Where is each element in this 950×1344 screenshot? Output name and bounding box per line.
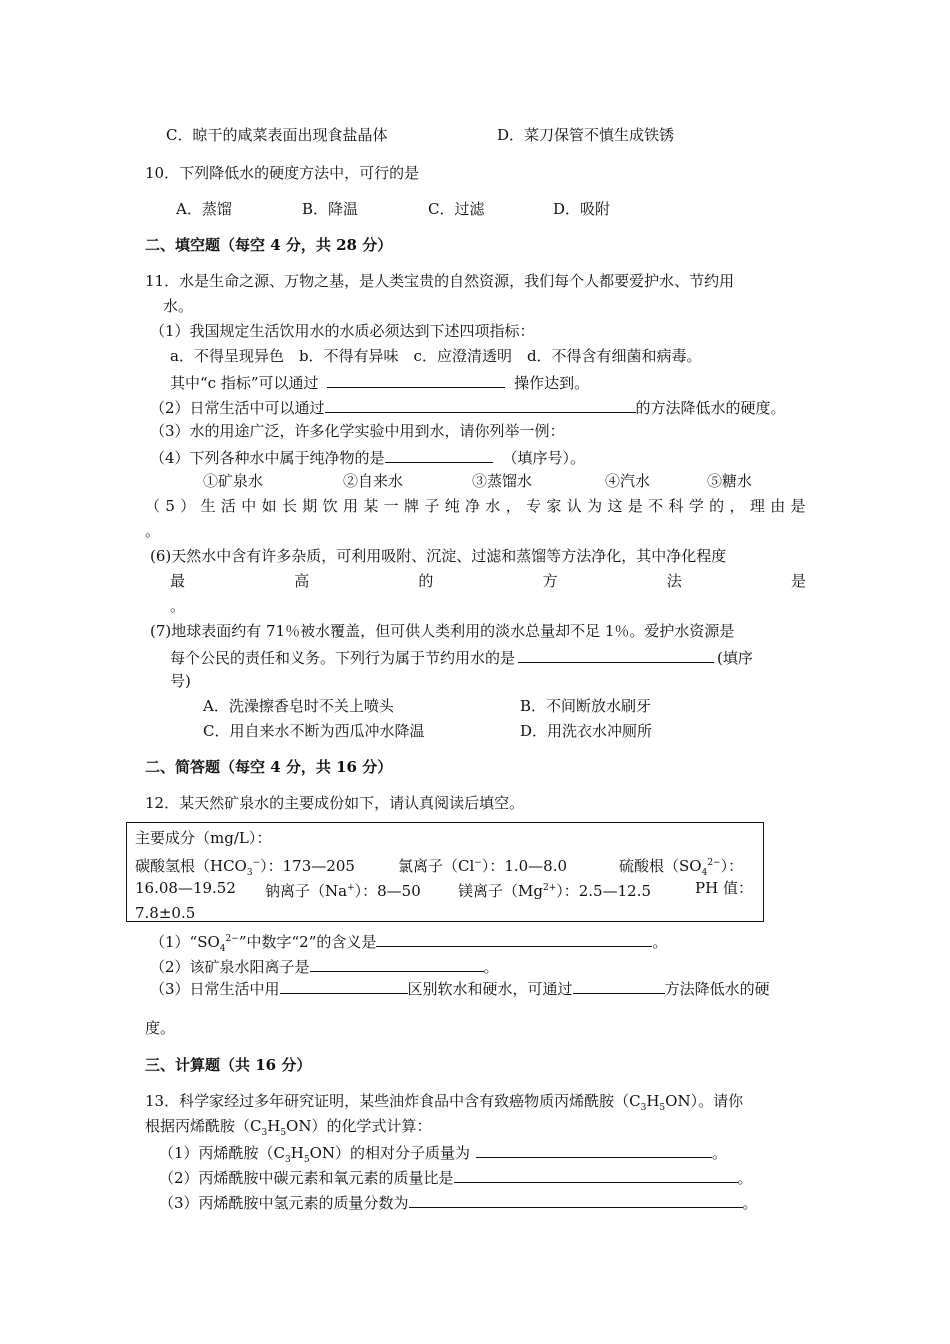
- q11-part6-char: 的: [418, 572, 434, 590]
- box-text: ）：173—205: [260, 857, 355, 875]
- q11-part7-option-b: B．不间断放水刷牙: [520, 697, 652, 715]
- box-subscript: 3: [246, 868, 253, 878]
- q11-part5-char: 期: [302, 497, 318, 515]
- q11-part7-line3: 号): [170, 672, 191, 690]
- q12-part3-line2: 度。: [145, 1019, 176, 1037]
- q10-stem: 10．下列降低水的硬度方法中，可行的是: [145, 164, 420, 182]
- box-text: 钠离子（Na: [265, 882, 348, 900]
- q11-part5-char: ，: [505, 497, 521, 515]
- q9-option-d: D．菜刀保管不慎生成铁锈: [497, 126, 675, 144]
- q12-subscript: 4: [219, 944, 226, 954]
- q11-part1-question-post: 操作达到。: [514, 374, 590, 392]
- q10-option-c: C．过滤: [428, 200, 485, 218]
- box-text: 镁离子（Mg: [458, 882, 543, 900]
- q11-part5-char: 纯: [444, 497, 460, 515]
- q11-part3: （3）水的用途广泛，许多化学实验中用到水，请你列举一例：: [150, 422, 565, 440]
- q11-part5-char: 是: [627, 497, 643, 515]
- q11-part5-char: 如: [261, 497, 277, 515]
- q13-subscript: 3: [640, 1103, 647, 1113]
- q11-part5-char: 某: [363, 497, 379, 515]
- q11-part5-char: ，: [729, 497, 745, 515]
- q13-text: H: [267, 1117, 281, 1135]
- q13-text: H: [290, 1144, 304, 1162]
- box-superscript: −: [252, 858, 261, 868]
- box-ph-value: 7.8±0.5: [135, 904, 196, 922]
- q11-part5-char: 专: [526, 497, 542, 515]
- q10-option-b: B．降温: [302, 200, 359, 218]
- q11-part6-end: 。: [170, 597, 186, 615]
- q11-part5-end: 。: [145, 522, 161, 540]
- box-text: 硫酸根（SO: [619, 857, 702, 875]
- q13-subscript: 5: [659, 1103, 666, 1113]
- answer-blank[interactable]: [454, 1166, 738, 1183]
- q11-part4-post: （填序号）。: [502, 449, 586, 467]
- q11-part1-items: a．不得呈现异色 b．不得有异味 c．应澄清透明 d．不得含有细菌和病毒。: [170, 347, 702, 365]
- q11-part6-char: 方: [542, 572, 558, 590]
- q11-part1: （1）我国规定生活饮用水的水质必须达到下述四项指标：: [150, 322, 535, 340]
- q11-part4-option-1: ①矿泉水: [203, 472, 264, 490]
- q11-part6-char: 是: [790, 572, 806, 590]
- q13-part3: [159, 1191, 758, 1213]
- q11-part4-pre: （4）下列各种水中属于纯净物的是: [150, 449, 385, 467]
- q11-part6-char: 高: [294, 572, 310, 590]
- q11-part5-char: 子: [424, 497, 440, 515]
- q13-text: 。: [712, 1144, 728, 1162]
- box-text: 碳酸氢根（HCO: [135, 857, 247, 875]
- box-superscript: 2+: [542, 883, 557, 893]
- q11-part5-char: 水: [485, 497, 501, 515]
- q11-part7-line2: [170, 646, 753, 668]
- q13-text: （2）丙烯酰胺中碳元素和氧元素的质量比是: [159, 1169, 454, 1187]
- q13-part2: [159, 1166, 753, 1188]
- q11-part5-char: 用: [342, 497, 358, 515]
- q11-part5-char: 理: [749, 497, 765, 515]
- q11-part6-char: 最: [170, 572, 186, 590]
- q11-part7-option-c: C．用自来水不断为西瓜冲水降温: [203, 722, 425, 740]
- q11-part5-char: 这: [607, 497, 623, 515]
- q13-subscript: 5: [303, 1155, 310, 1165]
- q12-stem: 12．某天然矿泉水的主要成份如下，请认真阅读后填空。: [145, 794, 525, 812]
- q11-part5-char: （: [145, 497, 161, 515]
- box-chloride: [398, 853, 567, 876]
- q13-text: ON）的化学式计算：: [286, 1117, 432, 1135]
- q11-part7-option-d: D．用洗衣水冲厕所: [520, 722, 653, 740]
- answer-blank[interactable]: [280, 977, 408, 994]
- box-superscript: 2−: [707, 858, 721, 868]
- q13-stem-line2: [145, 1116, 431, 1143]
- box-sodium: [265, 878, 421, 901]
- answer-blank[interactable]: [518, 646, 714, 663]
- q13-text: ON）。请你: [665, 1092, 744, 1110]
- q11-part7-line1: (7)地球表面约有 71％被水覆盖，但可供人类利用的淡水总量却不足 1％。爱护水资源是: [150, 622, 735, 640]
- q11-part5-char: ）: [180, 497, 196, 515]
- q11-part2: [150, 396, 786, 418]
- box-text: ）：2.5—12.5: [556, 882, 652, 900]
- q11-part7-option-a: A．洗澡擦香皂时不关上喷头: [203, 697, 394, 715]
- q11-part5-char: 的: [709, 497, 725, 515]
- q11-part4: [150, 446, 585, 468]
- q11-part4-option-2: ②自来水: [343, 472, 404, 490]
- q11-part4-option-5: ⑤糖水: [707, 472, 753, 490]
- q11-part6-char: 法: [666, 572, 682, 590]
- answer-blank[interactable]: [310, 955, 484, 972]
- box-text: ）：8—50: [354, 882, 421, 900]
- q11-part5-char: 学: [688, 497, 704, 515]
- box-text: ）：1.0—8.0: [481, 857, 568, 875]
- box-sulfate-value: 16.08—19.52: [135, 879, 236, 897]
- q11-part4-option-3: ③蒸馏水: [472, 472, 533, 490]
- q11-part5-char: 由: [770, 497, 786, 515]
- q11-part5-char: 是: [790, 497, 806, 515]
- q13-text: H: [646, 1092, 660, 1110]
- q11-part5-char: 家: [546, 497, 562, 515]
- q11-part6-line2: [170, 571, 806, 591]
- q13-text: （3）丙烯酰胺中氢元素的质量分数为: [159, 1194, 409, 1212]
- q11-part5-char: 中: [241, 497, 257, 515]
- q11-part1-question-pre: 其中“c 指标”可以通过: [170, 374, 319, 392]
- q13-text: 。: [737, 1169, 753, 1187]
- q11-part2-post: 的方法降低水的硬度。: [635, 399, 786, 417]
- q13-stem-line1: [145, 1091, 743, 1118]
- box-superscript: −: [474, 858, 482, 868]
- q12-text: （2）该矿泉水阳离子是: [150, 958, 310, 976]
- answer-blank[interactable]: [573, 977, 665, 994]
- q11-part5-char: 净: [465, 497, 481, 515]
- q12-superscript: 2−: [225, 934, 239, 944]
- q11-part5-char: 饮: [322, 497, 338, 515]
- answer-blank[interactable]: [327, 371, 505, 388]
- q12-text: 方法降低水的硬: [664, 980, 770, 998]
- q12-text: ”中数字“2”的含义是: [238, 933, 377, 951]
- section-short-answer-title: 二、简答题（每空 4 分，共 16 分）: [145, 758, 393, 776]
- q13-subscript: 5: [280, 1128, 287, 1138]
- section-calculation-title: 三、计算题（共 16 分）: [145, 1056, 312, 1074]
- answer-blank[interactable]: [476, 1141, 712, 1158]
- q13-text: 根据丙烯酰胺（C: [145, 1117, 262, 1135]
- q13-text: ON）的相对分子质量为: [309, 1144, 471, 1162]
- box-line1: 主要成分（mg/L）：: [135, 829, 272, 847]
- answer-blank[interactable]: [385, 446, 493, 463]
- q11-stem-line1: 11．水是生命之源、万物之基，是人类宝贵的自然资源，我们每个人都要爱护水、节约用: [145, 272, 735, 290]
- answer-blank[interactable]: [325, 396, 636, 413]
- q13-text: 。: [742, 1194, 758, 1212]
- box-ph-label: PH 值：: [695, 879, 753, 897]
- q11-part1-question: [170, 371, 589, 393]
- q11-part5: [145, 496, 806, 516]
- q13-subscript: 3: [285, 1155, 291, 1165]
- q13-subscript: 3: [261, 1128, 268, 1138]
- box-text: ）：: [720, 857, 744, 875]
- q11-part5-char: 一: [383, 497, 399, 515]
- q10-option-a: A．蒸馏: [176, 200, 232, 218]
- q9-option-c: C．晾干的咸菜表面出现食盐晶体: [166, 126, 388, 144]
- answer-blank[interactable]: [376, 930, 652, 947]
- q11-stem-line2: 水。: [163, 297, 194, 315]
- q11-part5-char: 科: [668, 497, 684, 515]
- answer-blank[interactable]: [409, 1191, 743, 1208]
- box-superscript: +: [347, 883, 355, 893]
- q11-part5-char: 认: [566, 497, 582, 515]
- box-subscript: 4: [701, 868, 708, 878]
- q12-text: 区别软水和硬水，可通过: [407, 980, 573, 998]
- q11-part7-line2-post: (填序: [717, 649, 753, 667]
- q11-part5-char: 牌: [404, 497, 420, 515]
- q11-part5-char: 活: [220, 497, 236, 515]
- q12-part2: [150, 955, 499, 977]
- q12-text: （3）日常生活中用: [150, 980, 280, 998]
- q11-part5-char: 5: [165, 497, 175, 515]
- q13-text: （1）丙烯酰胺（C: [159, 1144, 286, 1162]
- q11-part7-line2-pre: 每个公民的责任和义务。下列行为属于节约用水的是: [170, 649, 516, 667]
- q12-text: （1）“SO: [150, 933, 220, 951]
- q11-part5-char: 为: [587, 497, 603, 515]
- q11-part5-char: 生: [200, 497, 216, 515]
- q12-text: 。: [483, 958, 499, 976]
- q11-part5-char: 不: [648, 497, 664, 515]
- box-text: 氯离子（Cl: [398, 857, 475, 875]
- q12-text: 。: [652, 933, 668, 951]
- q11-part2-pre: （2）日常生活中可以通过: [150, 399, 325, 417]
- box-magnesium: [458, 878, 651, 901]
- q11-part6-line1: (6)天然水中含有许多杂质，可利用吸附、沉淀、过滤和蒸馏等方法净化，其中净化程度: [150, 547, 727, 565]
- q11-part4-option-4: ④汽水: [605, 472, 651, 490]
- q12-part3: [150, 977, 770, 999]
- q13-text: 13．科学家经过多年研究证明，某些油炸食品中含有致癌物质丙烯酰胺（C: [145, 1092, 641, 1110]
- q10-option-d: D．吸附: [553, 200, 611, 218]
- q11-part5-char: 长: [281, 497, 297, 515]
- section-fill-blank-title: 二、填空题（每空 4 分，共 28 分）: [145, 236, 393, 254]
